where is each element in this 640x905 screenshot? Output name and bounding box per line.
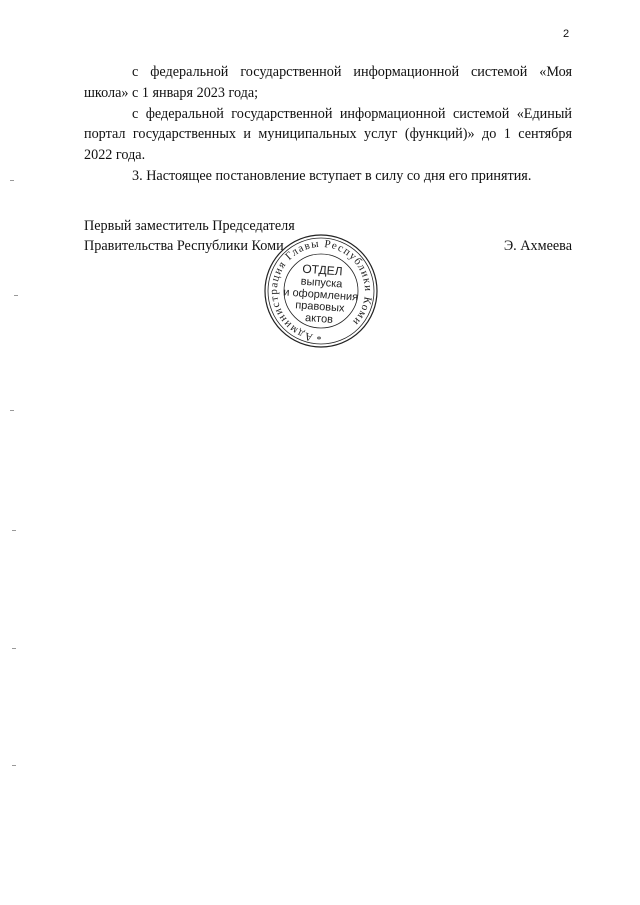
official-stamp (262, 232, 380, 350)
stamp-line: правовых (294, 299, 345, 315)
signer-position-line1: Первый заместитель Председателя (84, 218, 295, 234)
scan-speck (12, 530, 16, 531)
scan-speck (12, 765, 16, 766)
paragraph-effective: 3. Настоящее постановление вступает в силу со дня его принятия. (132, 167, 532, 184)
stamp-ring-text: Администрация Главы Республики Коми (267, 237, 375, 344)
scan-speck (14, 295, 18, 296)
scan-speck (10, 410, 14, 411)
scan-speck (12, 648, 16, 649)
stamp-line: и оформления (282, 286, 359, 304)
paragraph-moya-shkola: с федеральной государственной информационной системой «Моя школа» с 1 января 2023 года; (84, 64, 572, 101)
stamp-star-icon: * (316, 335, 322, 346)
stamp-line: выпуска (300, 275, 343, 291)
stamp-line: актов (304, 311, 334, 326)
signer-name: Э. Ахмеева (503, 238, 572, 254)
document-body (84, 62, 572, 187)
scan-speck (10, 180, 14, 181)
paragraph-gosuslugi: с федеральной государственной информационной системой «Единый портал государственных и муниципальных услуг (функций)» до 1 сентября 2022 года. (84, 105, 572, 164)
signer-position-line2: Правительства Республики Коми (84, 238, 284, 254)
page-number: 2 (563, 28, 570, 40)
stamp-line: ОТДЕЛ (301, 261, 344, 279)
